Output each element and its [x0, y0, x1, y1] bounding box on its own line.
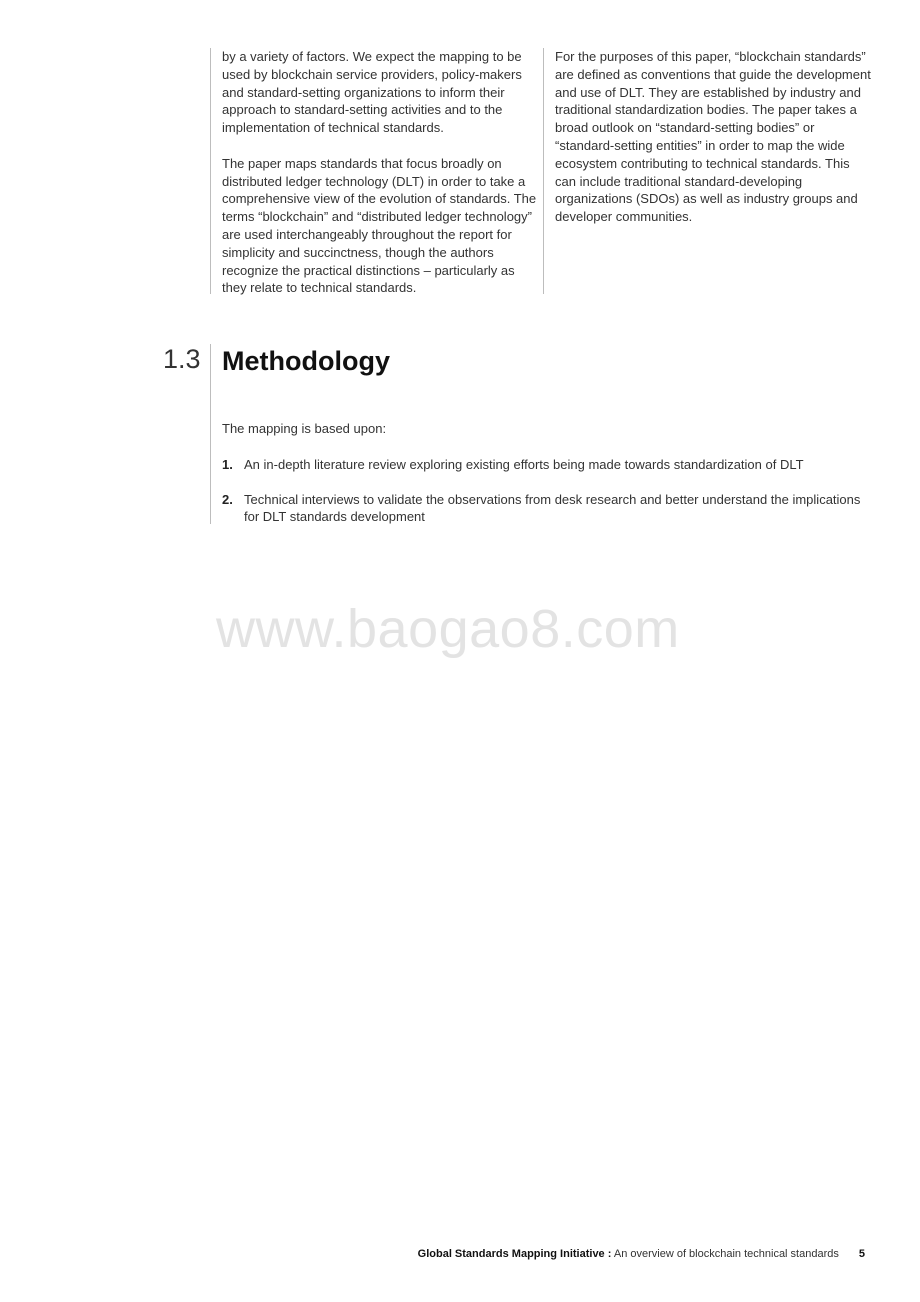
footer-series: Global Standards Mapping Initiative : — [417, 1248, 612, 1260]
watermark: www.baogao8.com — [216, 599, 680, 659]
methodology-section — [210, 344, 862, 524]
right-text-column — [543, 48, 873, 294]
footer-title: An overview of blockchain technical standards — [611, 1248, 839, 1260]
list-item-number: 1. — [222, 456, 233, 472]
paragraph: by a variety of factors. We expect the mapping to be used by blockchain service providers, policy-makers and standard-setting organizations to inform their approach to standard-setting activities and to the implementation of technical standards. — [222, 49, 522, 136]
section-intro: The mapping is based upon: — [222, 421, 387, 436]
list-item-text: Technical interviews to validate the observations from desk research and better understand the implications for DLT standards development — [244, 491, 861, 525]
list-item-text: An in-depth literature review exploring existing efforts being made towards standardization of DLT — [244, 456, 804, 472]
section-number: 1.3 — [163, 344, 201, 374]
section-title: Methodology — [222, 346, 390, 376]
left-text-column — [210, 48, 542, 294]
methodology-list — [222, 456, 862, 526]
page-footer — [418, 1248, 865, 1260]
list-item — [222, 456, 862, 474]
list-item-number: 2. — [222, 491, 233, 507]
list-item — [222, 491, 862, 527]
paragraph: The paper maps standards that focus broadly on distributed ledger technology (DLT) in order to take a comprehensive view of the evolution of standards. The terms “blockchain” and “distributed ledger technology” are used interchangeably throughout the report for simplicity and succinctness, though the authors recognize the practical distinctions – particularly as they relate to technical standards. — [222, 155, 537, 296]
paragraph: For the purposes of this paper, “blockchain standards” are defined as conventions that guide the development and use of DLT. They are established by industry and traditional standardization bodies. The paper takes a broad outlook on “standard-setting bodies” or “standard-setting entities” in order to map the wide ecosystem contributing to technical standards. This can include traditional standard-developing organizations (SDOs) as well as industry groups and developer communities. — [555, 49, 871, 225]
page-number: 5 — [858, 1248, 865, 1260]
